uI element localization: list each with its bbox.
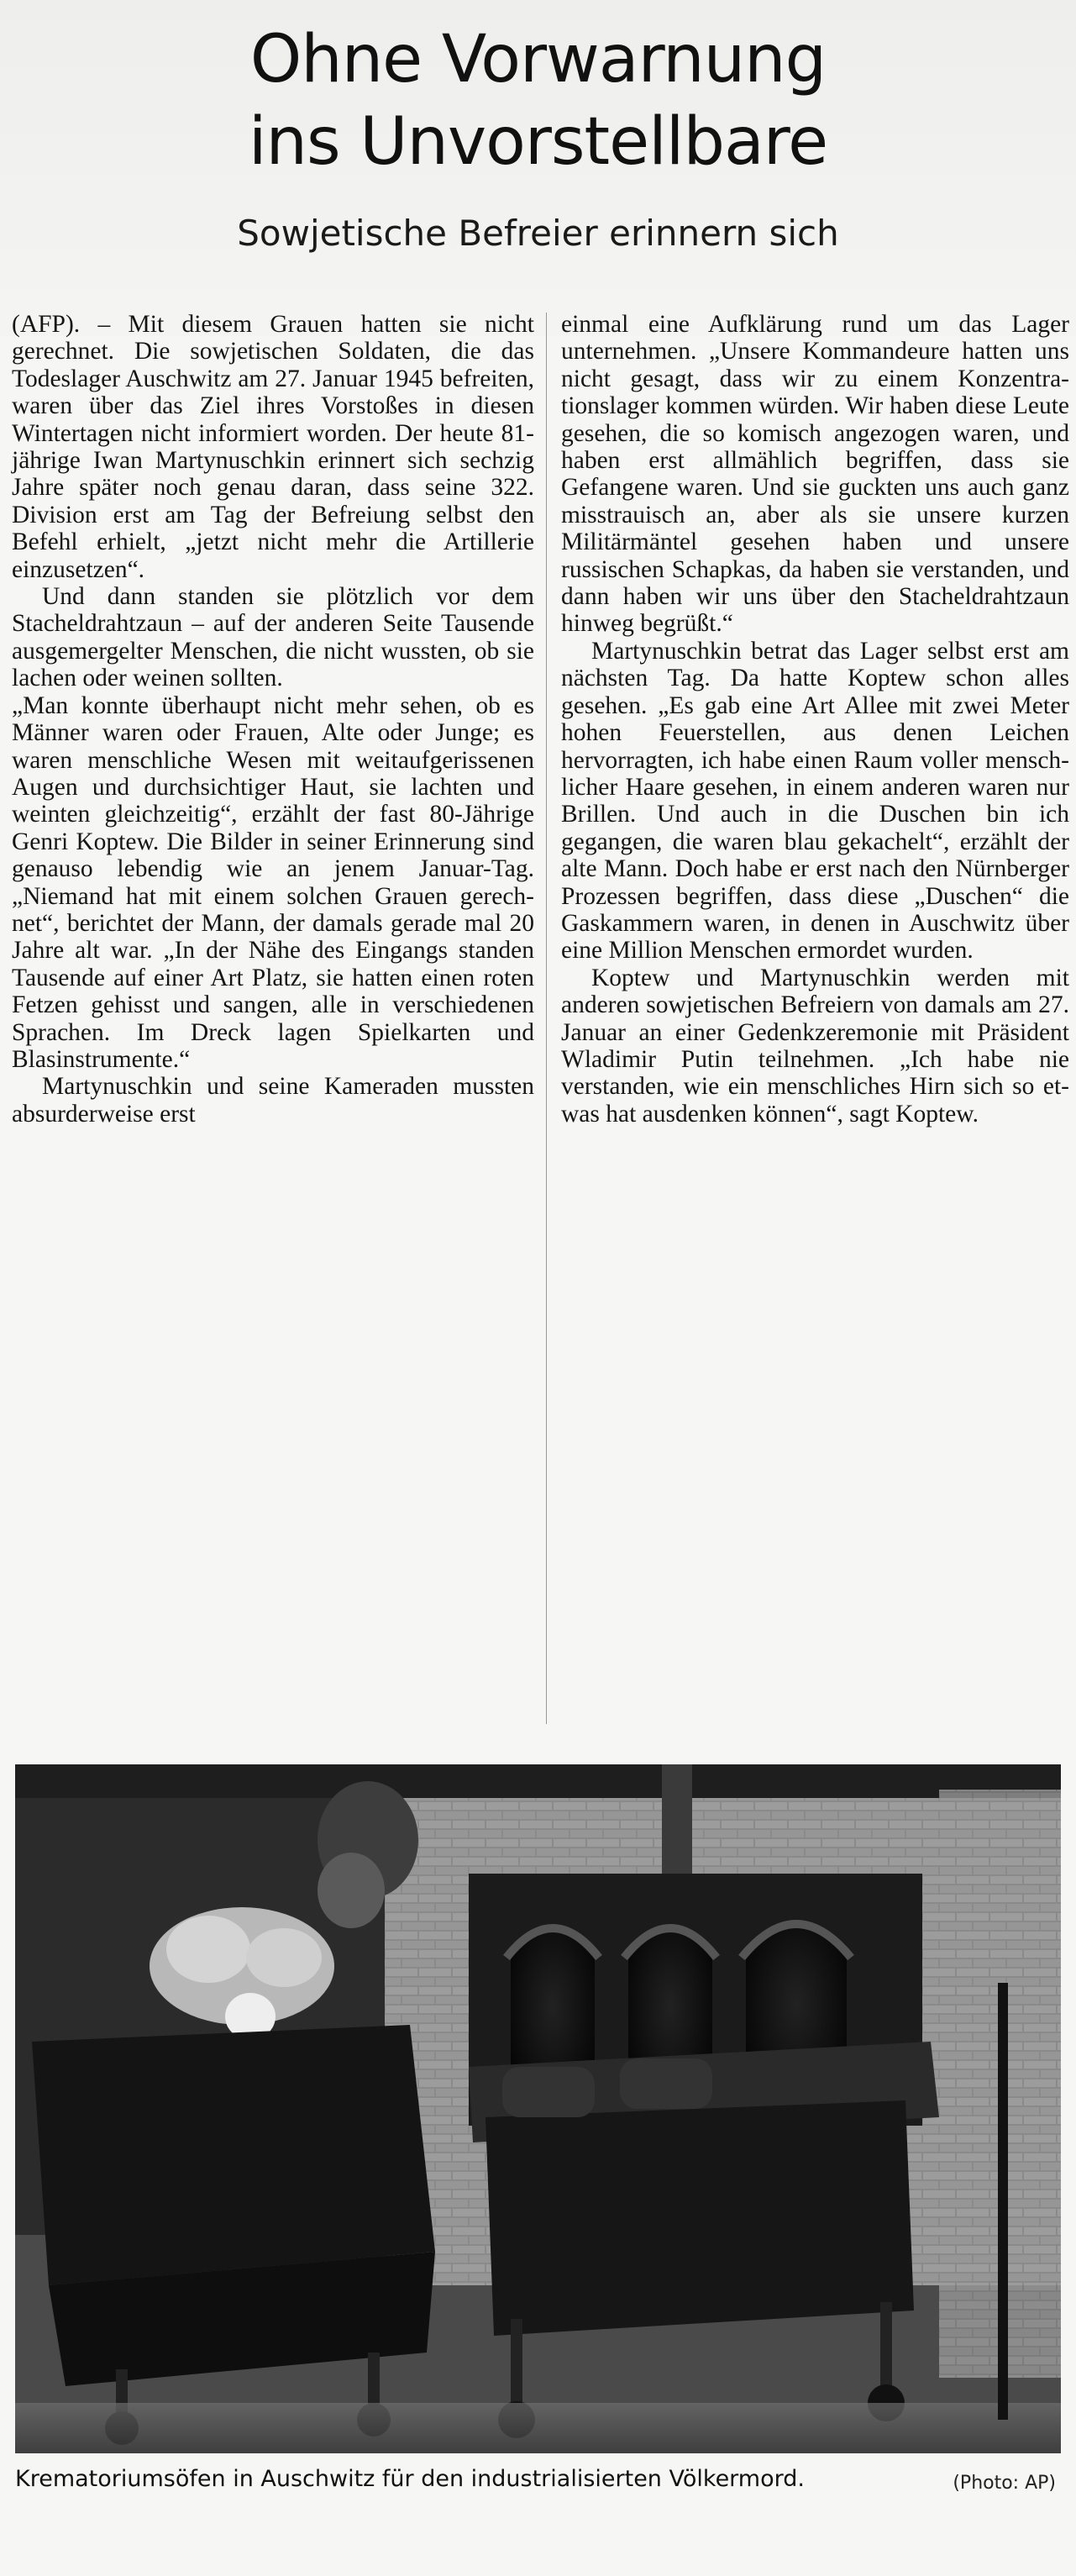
paragraph: einmal eine Aufklärung rund um das Lager unternehmen. „Unsere Kommandeure hatten uns nicht gesagt, dass wir zu einem Konzentrationslager kommen würden. Wir haben diese Leute gesehen, die so komisch angezogen waren, und haben erst allmählich begriffen, dass sie Gefangene waren. Und sie guckten uns auch ganz misstrauisch an, aber als sie unsere kurzen Militärmäntel gesehen haben und unsere russischen Schapkas, da haben sie verstanden, und dann haben wir uns über den Stacheldrahtzaun hinweg begrüßt.“ <box>561 311 1069 638</box>
column-divider <box>546 313 547 1724</box>
headline-line-2: ins Unvorstellbare <box>248 104 828 180</box>
article-column-right <box>561 311 1069 1128</box>
paragraph: Koptew und Martynuschkin werden mit anderen sowjetischen Befreiern von damals am 27. Januar an einer Gedenkzeremonie mit Präsident Wladimir Putin teilnehmen. „Ich habe nie verstanden, wie ein menschliches Hirn sich so etwas hat ausdenken können“, sagt Koptew. <box>561 964 1069 1128</box>
paragraph: Martynuschkin betrat das Lager selbst erst am nächsten Tag. Da hatte Koptew schon alles gesehen. „Es gab eine Art Allee mit zwei Meter hohen Feuerstellen, aus denen Leichen hervorragten, ich habe einen Raum voller menschlicher Haare gesehen, in einem anderen waren nur Brillen. Und auch in die Duschen bin ich gegangen, die waren blau gekachelt“, erzählt der alte Mann. Doch habe er erst nach den Nürnberger Prozessen begriffen, dass diese „Duschen“ die Gaskammern waren, in denen in Auschwitz über eine Million Menschen ermordet wurden. <box>561 637 1069 965</box>
paragraph: Und dann standen sie plötzlich vor dem Stacheldrahtzaun – auf der anderen Seite Tausende ausgemergelter Menschen, die nicht wussten, ob sie lachen oder weinen sollten. <box>12 583 534 692</box>
headline-line-1: Ohne Vorwarnung <box>249 22 827 97</box>
paragraph: (AFP). – Mit diesem Grauen hatten sie nicht gerechnet. Die sowjetischen Soldaten, die das Todeslager Auschwitz am 27. Januar 1945 befreiten, waren über das Ziel ihres Vorstoßes in diesen Wintertagen nicht informiert worden. Der heute 81-jährige Iwan Martynuschkin erinnert sich sechzig Jahre später noch genau daran, dass seine 322. Division erst am Tag der Befreiung selbst den Befehl erhielt, „jetzt nicht mehr die Artillerie einzusetzen“. <box>12 311 534 583</box>
headline <box>0 18 1076 183</box>
paragraph: Martynuschkin und seine Kameraden mussten absurderweise erst <box>12 1073 534 1128</box>
paragraph: „Man konnte überhaupt nicht mehr sehen, ob es Männer waren oder Frauen, Alte oder Junge; es waren menschliche Wesen mit weitaufgerissenen Augen und durchsichtiger Haut, sie lachten und weinten gleichzeitig“, erzählt der fast 80-Jährige Genri Koptew. Die Bilder in seiner Erinnerung sind genauso lebendig wie an jenem Januar-Tag. „Niemand hat mit einem solchen Grauen gerechnet“, berichtet der Mann, der damals gerade mal 20 Jahre alt war. „In der Nähe des Eingangs standen Tausende auf einer Art Platz, sie hatten einen roten Fetzen gehisst und sangen, alle in verschiedenen Sprachen. Im Dreck lagen Spielkarten und Blasinstrumente.“ <box>12 691 534 1073</box>
photo-caption: Krematoriumsöfen in Auschwitz für den industrialisierten Völkermord. <box>15 2466 805 2492</box>
photo-credit: (Photo: AP) <box>953 2473 1056 2494</box>
subheadline: Sowjetische Befreier erinnern sich <box>237 213 839 254</box>
crematorium-photo <box>15 1764 1061 2453</box>
article-column-left <box>12 311 534 1128</box>
